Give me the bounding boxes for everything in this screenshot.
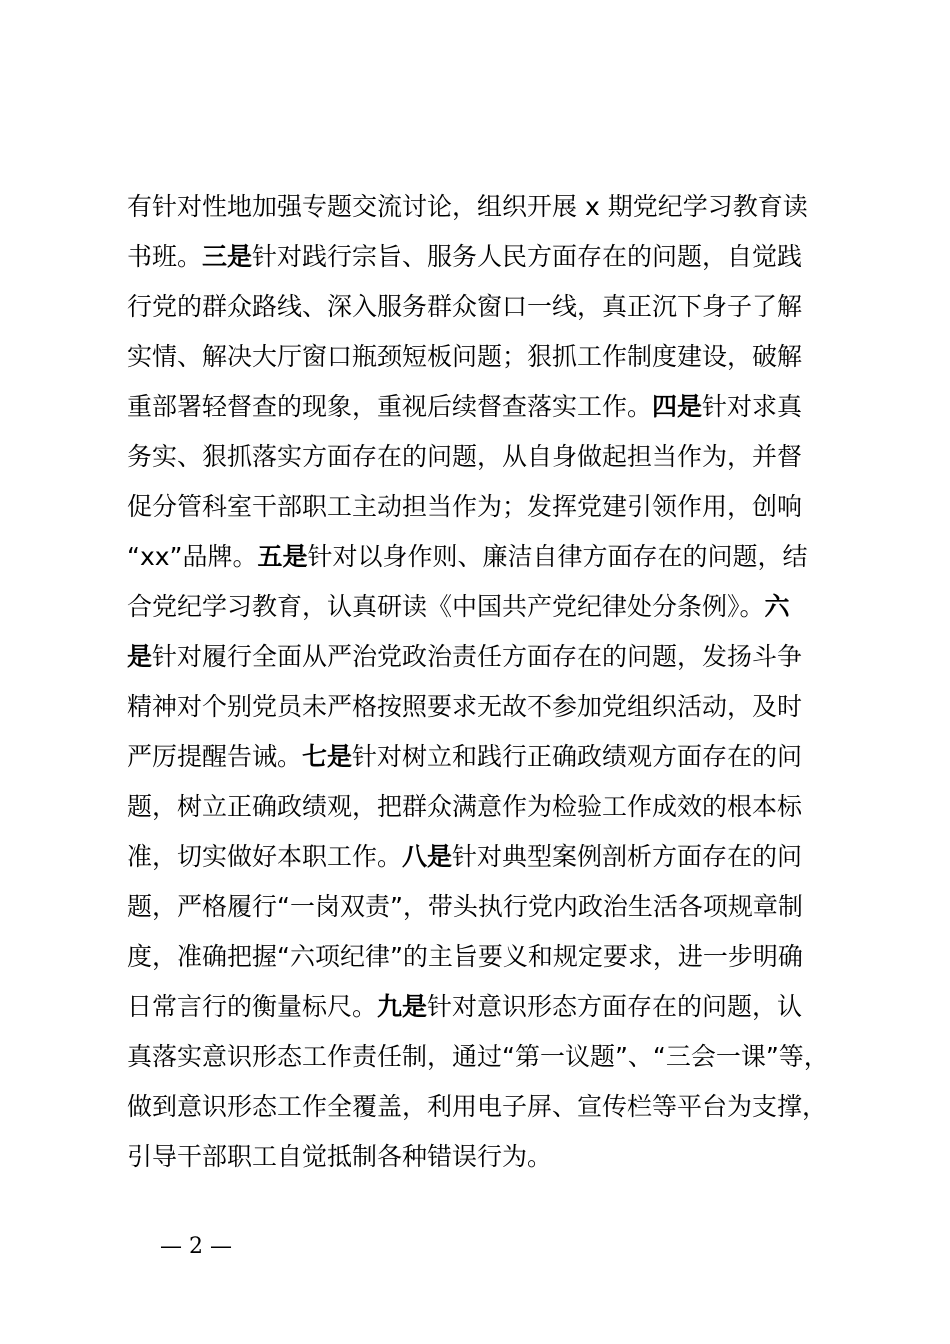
bold-run: 八是 bbox=[402, 842, 453, 871]
text-run: 严厉提醒告诫。 bbox=[127, 742, 303, 771]
text-run: 重部署轻督查的现象，重视后续督查落实工作。 bbox=[127, 392, 653, 421]
text-line bbox=[127, 682, 867, 732]
text-run: 题，树立正确政绩观，把群众满意作为检验工作成效的根本标 bbox=[127, 792, 803, 821]
text-run: 准，切实做好本职工作。 bbox=[127, 842, 403, 871]
text-line bbox=[127, 932, 867, 982]
page-number: — 2 — bbox=[160, 1234, 232, 1259]
text-line bbox=[127, 332, 867, 382]
bold-run: 五是 bbox=[257, 542, 308, 571]
text-line bbox=[127, 982, 867, 1032]
text-run: 务实、狠抓落实方面存在的问题，从自身做起担当作为，并督 bbox=[127, 442, 803, 471]
text-line bbox=[127, 782, 867, 832]
text-run: 促分管科室干部职工主动担当作为；发挥党建引领作用，创响 bbox=[127, 492, 803, 521]
text-line bbox=[127, 382, 867, 432]
bold-run: 四是 bbox=[652, 392, 703, 421]
bold-run: 九是 bbox=[377, 992, 428, 1021]
text-run: 精神对个别党员未严格按照要求无故不参加党组织活动，及时 bbox=[127, 692, 803, 721]
text-line bbox=[127, 832, 867, 882]
bold-run: 七是 bbox=[302, 742, 353, 771]
text-line bbox=[127, 482, 867, 532]
text-run: 日常言行的衡量标尺。 bbox=[127, 992, 378, 1021]
text-run: 针对践行宗旨、服务人民方面存在的问题，自觉践 bbox=[252, 242, 803, 271]
body-paragraph bbox=[127, 182, 867, 1182]
text-run: 针对意识形态方面存在的问题，认 bbox=[427, 992, 803, 1021]
text-line bbox=[127, 582, 867, 632]
text-run: 行党的群众路线、深入服务群众窗口一线，真正沉下身子了解 bbox=[127, 292, 803, 321]
text-line bbox=[127, 1082, 867, 1132]
bold-run: 是 bbox=[127, 642, 153, 671]
text-line bbox=[127, 882, 867, 932]
text-line bbox=[127, 232, 867, 282]
text-line bbox=[127, 732, 867, 782]
text-run: 做到意识形态工作全覆盖，利用电子屏、宣传栏等平台为支撑， bbox=[127, 1092, 828, 1121]
text-run: 针对树立和践行正确政绩观方面存在的问 bbox=[352, 742, 803, 771]
text-run: 针对典型案例剖析方面存在的问 bbox=[452, 842, 803, 871]
text-run: 针对求真 bbox=[702, 392, 803, 421]
bold-run: 三是 bbox=[202, 242, 253, 271]
text-line bbox=[127, 282, 867, 332]
text-line bbox=[127, 182, 867, 232]
text-run: 有针对性地加强专题交流讨论，组织开展 x 期党纪学习教育读 bbox=[127, 192, 808, 221]
text-run: “xx”品牌。 bbox=[127, 542, 258, 571]
text-run: 针对履行全面从严治党政治责任方面存在的问题，发扬斗争 bbox=[152, 642, 803, 671]
text-line bbox=[127, 532, 867, 582]
text-line bbox=[127, 1132, 867, 1182]
bold-run: 六 bbox=[764, 592, 790, 621]
text-run: 真落实意识形态工作责任制，通过“第一议题”、“三会一课”等， bbox=[127, 1042, 829, 1071]
text-line bbox=[127, 432, 867, 482]
text-run: 引导干部职工自觉抵制各种错误行为。 bbox=[127, 1142, 553, 1171]
text-line bbox=[127, 1032, 867, 1082]
text-run: 合党纪学习教育，认真研读《中国共产党纪律处分条例》。 bbox=[127, 592, 765, 621]
text-run: 度，准确把握“六项纪律”的主旨要义和规定要求，进一步明确 bbox=[127, 942, 803, 971]
text-run: 题，严格履行“一岗双责”，带头执行党内政治生活各项规章制 bbox=[127, 892, 803, 921]
text-line bbox=[127, 632, 867, 682]
text-run: 书班。 bbox=[127, 242, 203, 271]
text-run: 实情、解决大厅窗口瓶颈短板问题；狠抓工作制度建设，破解 bbox=[127, 342, 803, 371]
text-run: 针对以身作则、廉洁自律方面存在的问题，结 bbox=[307, 542, 808, 571]
